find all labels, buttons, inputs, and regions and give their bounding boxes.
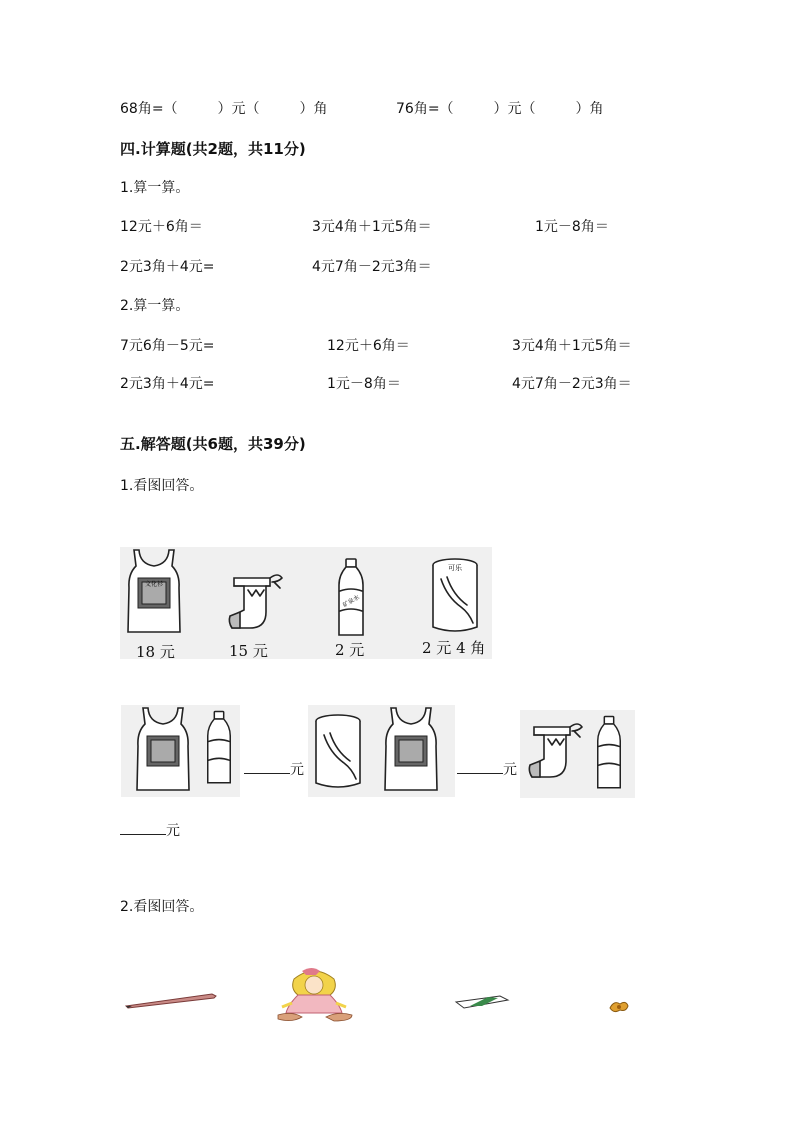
answer-blank-1[interactable]: [244, 759, 290, 774]
s4-q1-r1-c1: 12元＋6角＝: [120, 219, 203, 235]
price-sock: 15 元: [229, 642, 268, 660]
bottle-icon: [594, 713, 624, 793]
q3-line-left: [120, 98, 328, 118]
pencil-icon: [124, 990, 218, 1010]
s4-q2-r1-c1: 7元6角－5元=: [120, 338, 215, 354]
sock-icon: [226, 572, 286, 634]
s4-q2-r2-c2: 1元－8角＝: [327, 376, 401, 392]
flower-icon: [606, 998, 632, 1016]
s4-q2-r1-c3: 3元4角＋1元5角＝: [512, 338, 632, 354]
q3-left-lead: 68角=（: [120, 101, 178, 117]
s4-q1-r1-c2: 3元4角＋1元5角＝: [312, 219, 432, 235]
answer-3: [120, 820, 180, 840]
can-icon: [310, 713, 366, 791]
price-bottle: 2 元: [335, 641, 365, 659]
tank-top-icon: [132, 706, 194, 794]
s4-q1-r2-c1: 2元3角＋4元=: [120, 259, 215, 275]
section4-title: 四.计算题(共2题，共11分): [120, 140, 306, 158]
s4-q2-r2-c3: 4元7角－2元3角＝: [512, 376, 632, 392]
unit-1: 元: [290, 762, 304, 778]
q3-line-right: [396, 98, 604, 118]
s5-q2-label: 2.看图回答。: [120, 899, 204, 915]
s4-q2-label: 2.算一算。: [120, 298, 190, 314]
unit-2: 元: [503, 762, 517, 778]
s4-q1-r1-c3: 1元－8角＝: [535, 219, 609, 235]
s5-q1-label: 1.看图回答。: [120, 478, 204, 494]
unit-3: 元: [166, 823, 180, 839]
s4-q2-r2-c1: 2元3角＋4元=: [120, 376, 215, 392]
s4-q1-label: 1.算一算。: [120, 180, 190, 196]
tank-top-icon: [124, 548, 184, 636]
sock-icon: [526, 721, 586, 783]
s4-q2-r1-c2: 12元＋6角＝: [327, 338, 410, 354]
answer-blank-3[interactable]: [120, 820, 166, 835]
price-tank-top: 18 元: [136, 643, 175, 661]
q3-left-end: ）角: [299, 101, 328, 117]
q3-right-end: ）角: [575, 101, 604, 117]
doll-icon: [272, 965, 356, 1023]
q3-left-mid: ）元（: [217, 101, 260, 117]
can-print: 可乐: [448, 564, 462, 572]
section5-title: 五.解答题(共6题，共39分): [120, 435, 306, 453]
q3-right-lead: 76角=（: [396, 101, 454, 117]
answer-1: [244, 759, 304, 779]
q3-right-mid: ）元（: [493, 101, 536, 117]
bottle-icon: [204, 708, 234, 788]
price-can: 2 元 4 角: [422, 639, 486, 657]
tank-top-icon: [380, 706, 442, 794]
answer-blank-2[interactable]: [457, 759, 503, 774]
eraser-icon: [454, 994, 510, 1010]
s4-q1-r2-c2: 4元7角－2元3角＝: [312, 259, 432, 275]
bottle-icon: [335, 557, 367, 639]
can-icon: [427, 557, 483, 635]
answer-2: [457, 759, 517, 779]
tank-top-print: 文化衫: [144, 581, 164, 588]
bottle-print: 矿泉水: [341, 593, 361, 609]
